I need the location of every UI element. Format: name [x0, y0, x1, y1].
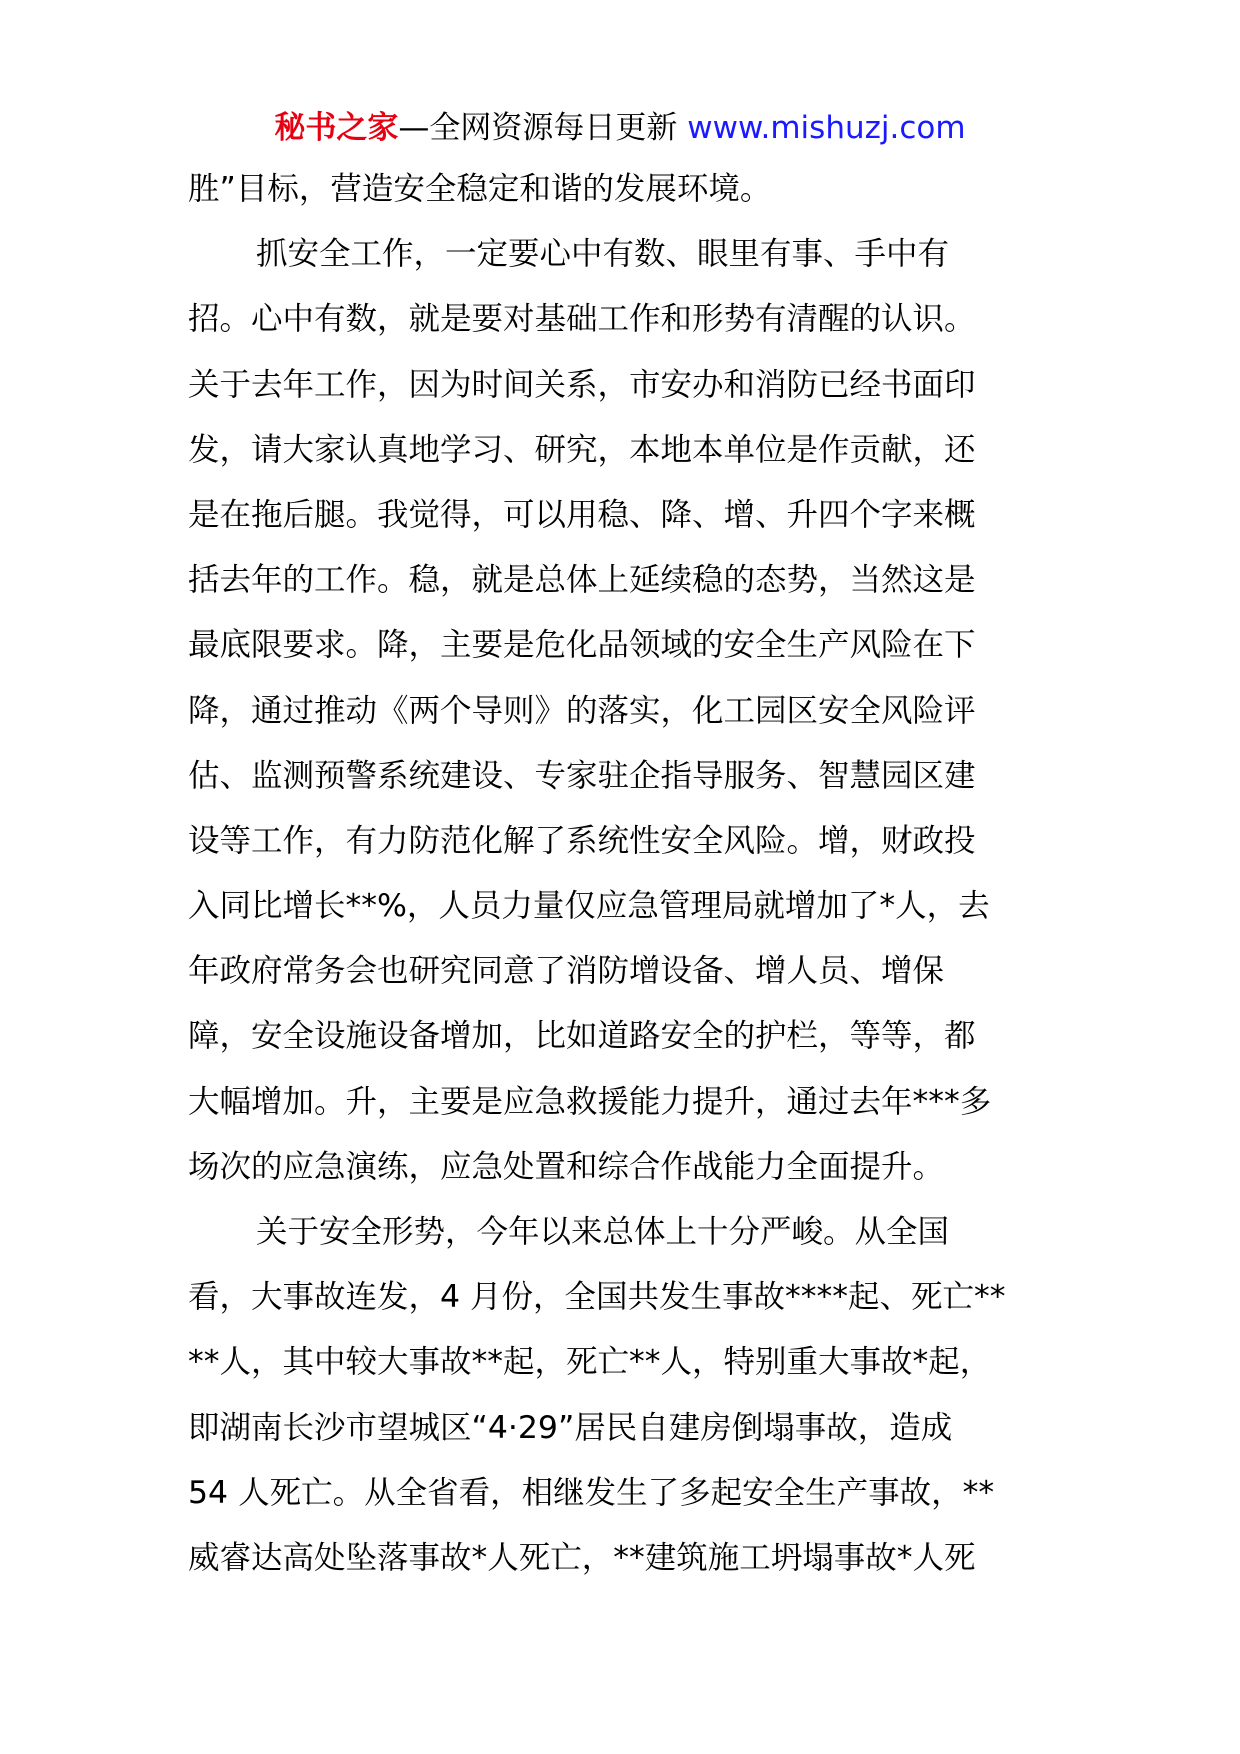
text-line: 54 人死亡。从全省看，相继发生了多起安全生产事故，** [188, 1474, 995, 1511]
paragraph-start-line: 抓安全工作，一定要心中有数、眼里有事、手中有 [256, 236, 950, 273]
page-header [0, 103, 1240, 153]
document-body [188, 157, 1058, 1591]
text-line: 即湖南长沙市望城区“4·29”居民自建房倒塌事故，造成 [188, 1409, 953, 1446]
text-line: 招。心中有数，就是要对基础工作和形势有清醒的认识。 [188, 301, 976, 338]
text-line: 年政府常务会也研究同意了消防增设备、增人员、增保 [188, 953, 945, 990]
text-line: 大幅增加。升，主要是应急救援能力提升，通过去年***多 [188, 1083, 992, 1120]
text-line: 是在拖后腿。我觉得，可以用稳、降、增、升四个字来概 [188, 496, 976, 533]
text-line: 发，请大家认真地学习、研究，本地本单位是作贡献，还 [188, 431, 976, 468]
site-url-link[interactable]: www.mishuzj.com [687, 110, 966, 146]
text-line: **人，其中较大事故**起，死亡**人，特别重大事故*起， [188, 1344, 992, 1381]
brand-name: 秘书之家 [274, 110, 399, 146]
paragraph-start-line: 关于安全形势，今年以来总体上十分严峻。从全国 [256, 1214, 950, 1250]
text-line: 胜”目标，营造安全稳定和谐的发展环境。 [188, 171, 772, 207]
text-line: 括去年的工作。稳，就是总体上延续稳的态势，当然这是 [188, 562, 976, 599]
text-line: 关于去年工作，因为时间关系，市安办和消防已经书面印 [188, 366, 976, 403]
text-line: 估、监测预警系统建设、专家驻企指导服务、智慧园区建 [188, 757, 976, 794]
header-tagline: —全网资源每日更新 [398, 110, 678, 146]
text-line: 障，安全设施设备增加，比如道路安全的护栏，等等，都 [188, 1018, 976, 1055]
text-line: 场次的应急演练，应急处置和综合作战能力全面提升。 [188, 1148, 945, 1185]
text-line: 设等工作，有力防范化解了系统性安全风险。增，财政投 [188, 822, 976, 859]
text-line: 入同比增长**%，人员力量仅应急管理局就增加了*人，去 [188, 888, 990, 925]
text-line: 威睿达高处坠落事故*人死亡，**建筑施工坍塌事故*人死 [188, 1539, 976, 1576]
text-line: 看，大事故连发，4 月份，全国共发生事故****起、死亡** [188, 1279, 1006, 1316]
text-line: 最底限要求。降，主要是危化品领域的安全生产风险在下 [188, 627, 976, 664]
text-line: 降，通过推动《两个导则》的落实，化工园区安全风险评 [188, 692, 976, 729]
